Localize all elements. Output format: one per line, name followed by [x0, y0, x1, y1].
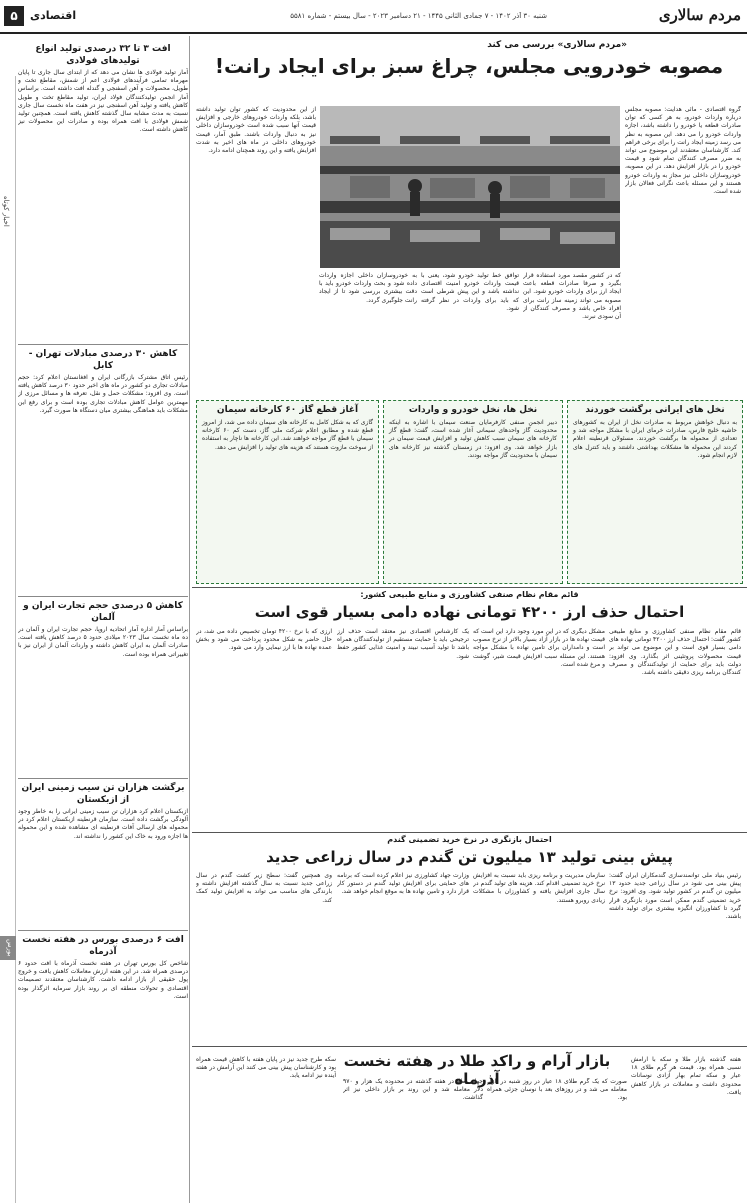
article-text: ارزی که با نرخ ۴۲۰۰ تومان تخصیص داده می شد، در حال حاضر به شکل محدود پرداخت می شود و بخش عمده نهاده ها با ارز نیمایی وارد می شود.	[196, 628, 332, 652]
sidebar-item-body: براساس آمار اداره آمار اتحادیه اروپا، حجم تجارت ایران و آلمان در ده ماه نخست سال ۲۰۲۳ میلادی حدود ۵ درصد کاهش یافته است. صادرات آلمان به ایران کاهش داشته و واردات آلمان از ایران نیز با تغییراتی همراه بوده است.	[18, 626, 188, 658]
article-text: به خودروسازان داخلی اجازه واردات داده شود و بحث واردات خودرو باید با دقت بیشتری بررسی شود تا از ایجاد رانت جلوگیری گردد.	[319, 272, 417, 304]
article-column	[337, 628, 469, 828]
news-box	[567, 400, 743, 584]
box-title: نخل ها، نخل خودرو و واردات	[408, 405, 538, 415]
box-body: به دنبال خواهش مربوط به صادرات نخل از ایران به کشورهای حاشیه خلیج فارس، صادرات خرمای ایران با مشکل مواجه شد و تعدادی از محموله ها برگشت خوردند. مسئولان قرنطینه اعلام کردند این محموله ها مشکلات بهداشتی داشتند و باید کنترل های لازم انجام شود.	[573, 419, 737, 459]
sidebar-item	[18, 596, 188, 776]
factory-illustration	[320, 106, 620, 268]
article-column	[337, 872, 469, 1042]
newspaper-logo: مردم سالاری	[658, 6, 741, 24]
box-body: گازی که به شکل کامل به کارخانه های سیمان داده می شد، از امروز قطع شده و مطابق اعلام شرکت ملی گاز، دست کم ۶۰ کارخانه سیمان با قطع گاز مواجه خواهند شد. این کارخانه ها ناچار به استفاده از سوخت مازوت هستند که هزینه های تولید را افزایش می دهد.	[202, 419, 373, 451]
section-divider	[192, 1046, 747, 1047]
section-divider	[192, 587, 747, 588]
article-text: وزارت جهاد کشاورزی نیز اعلام کرده است که برنامه های حمایتی برای افزایش تولید گندم در دستور کار قرار دارد و تامین نهاده ها به موقع انجام خواهد شد.	[337, 872, 469, 896]
sidebar-item-body: شاخص کل بورس تهران در هفته نخست آذرماه با افت حدود ۶ درصدی همراه شد. در این هفته ارزش معاملات کاهش یافت و خروج پول حقیقی از بازار ادامه داشت. کارشناسان معتقدند تصمیمات اقتصادی و تحولات منطقه ای بر روند بازار سرمایه اثرگذار بوده است.	[18, 960, 188, 1000]
sidebar-item-body: آمار تولید فولادی ها نشان می دهد که از ابتدای سال جاری تا پایان مهرماه تمامی فرآیندهای فولادی اعم از شمش، مقاطع تخت و طویل، محصولات و آهن اسفنجی و گندله افت داشته است. براساس آمار انجمن تولیدکنندگان فولاد ایران، تولید مقاطع تخت و طویل کاهش یافته و تولید آهن اسفنجی نیز در هفت ماه نخست سال جاری نسبت به مدت مشابه سال گذشته کاهش یافته است. همچنین تولید شمش فولادی با افت همراه بوده و صادرات این محصولات نیز کاهش داشته است.	[18, 69, 188, 134]
main-content	[192, 36, 747, 1203]
lead-column	[625, 106, 741, 396]
article-column	[609, 628, 741, 828]
sidebar-item-title: کاهش ۳۰ درصدی مبادلات تهران - کابل	[28, 349, 178, 371]
sidebar-item	[18, 344, 188, 594]
article-text: صورت که یک گرم طلای ۱۸ عیار در روز شنبه در بازار معامله می شد و در روزهای بعد با نوسان جزئی همراه بود.	[487, 1078, 627, 1102]
lead-headline: مصوبه خودرویی مجلس، چراغ سبز برای ایجاد رانت!	[214, 54, 724, 78]
third-kicker: احتمال بازنگری در نرخ خرید تضمینی گندم	[387, 835, 552, 844]
news-sidebar	[0, 36, 190, 1203]
lead-column	[319, 272, 417, 396]
page-number: ۵	[4, 6, 24, 26]
sidebar-item-title: افت ۳ تا ۳۲ درصدی تولید انواع تولیدهای فولادی	[35, 44, 171, 66]
article-text: جهانی طلا در هفته گذشته در محدوده یک هزار و ۹۷۰ دلار معامله شد و این روند بر بازار داخلی نیز اثر گذاشت.	[343, 1078, 483, 1102]
article-text: هفته گذشته بازار طلا و سکه با آرامش نسبی همراه بود. قیمت هر گرم طلای ۱۸ عیار و سکه تمام بهار آزادی نوسانات محدودی داشت و معاملات در بازار کاهش یافت.	[631, 1056, 741, 1096]
article-column	[196, 872, 332, 1042]
article-text: وی همچنین گفت: سطح زیر کشت گندم در سال زراعی جدید نسبت به سال گذشته افزایش داشته و بارندگی های مناسب می تواند به افزایش تولید کمک کند.	[196, 872, 332, 904]
article-column	[196, 628, 332, 828]
lead-kicker: «مردم سالاری» بررسی می کند	[487, 40, 627, 50]
section-title: اقتصادی	[30, 9, 77, 22]
sidebar-item-body: ازبکستان اعلام کرد هزاران تن سیب زمینی ایرانی را به خاطر وجود آلودگی برگشت داده است. سازمان قرنطینه ازبکستان اعلام کرد در محموله های ارسالی آفات قرنطینه ای مشاهده شده و این محموله ها اجازه ورود به خاک این کشور را نداشته اند.	[18, 808, 188, 840]
lead-column	[196, 106, 316, 396]
sidebar-item-title: افت ۶ درصدی بورس در هفته نخست آذرماه	[22, 935, 184, 957]
factory-photo	[320, 106, 620, 268]
article-text: گروه اقتصادی - مائی هدایت: مصوبه مجلس درباره واردات خودرو، به هر کسی که توان صادرات قطعه یا خودرو را داشته باشد، اجازه واردات خودرو را می دهد. این مصوبه به نظر می رسد زمینه ایجاد رانت را برای برخی فراهم کند. کارشناسان معتقدند این موضوع می تواند به ضرر مصرف کنندگان تمام شود و قیمت خودرو را در بازار افزایش دهد. در این مصوبه، خودروسازان داخلی نیز مجاز به واردات خودرو هستند و این مسئله باعث نگرانی فعالان بازار شده است.	[625, 106, 741, 196]
sidebar-item	[18, 40, 188, 340]
sidebar-item-title: کاهش ۵ درصدی حجم تجارت ایران و آلمان	[23, 601, 183, 623]
article-text: رئیس بنیاد ملی توانمندسازی گندمکاران ایران گفت: پیش بینی می شود در سال زراعی جدید حدود ۱۳ میلیون تن گندم در کشور تولید شود. وی افزود: نرخ خرید تضمینی گندم ممکن است مورد بازنگری قرار گیرد تا کشاورزان انگیزه بیشتری برای تولید داشته باشند.	[609, 872, 741, 921]
article-text: یک کارشناس اقتصادی نیز معتقد است حذف ارز ترجیحی باید با حمایت مستقیم از تولیدکنندگان همراه باشد تا تولید آسیب نبیند و امنیت غذایی کشور حفظ شود.	[337, 628, 469, 660]
fourth-headline: بازار آرام و راکد طلا در هفته نخست آذرماه	[343, 1052, 611, 1088]
box-title: آغاز قطع گاز ۶۰ کارخانه سیمان	[216, 405, 359, 415]
box-title: نخل های ایرانی برگشت خوردند	[585, 405, 725, 415]
article-column	[473, 628, 605, 828]
article-text: از این محدودیت که کشور توان تولید داشته باشد، بلکه واردات خودروهای خارجی و افزایش قیمت آنها سبب شده است خودروسازان داخلی نیز به دنبال واردات باشند. طبق آمار، قیمت خودروهای داخلی در ماه های اخیر به شدت افزایش یافته و این روند همچنان ادامه دارد.	[196, 106, 316, 155]
section-divider	[192, 832, 747, 833]
news-box	[196, 400, 379, 584]
sidebar-item-body: رئیس اتاق مشترک بازرگانی ایران و افغانستان اعلام کرد: حجم مبادلات تجاری دو کشور در ماه های اخیر حدود ۳۰ درصد کاهش یافته است. وی افزود: مشکلات حمل و نقل، تعرفه ها و مسائل مرزی از مهمترین عوامل کاهش مبادلات تجاری بوده است و برای رفع این مشکلات باید هماهنگی بیشتری میان دستگاه ها صورت گیرد.	[18, 374, 188, 414]
masthead	[0, 0, 747, 34]
bourse-label: بورس	[0, 936, 16, 960]
article-column	[631, 1056, 741, 1201]
article-column	[343, 1078, 483, 1201]
second-headline: احتمال حذف ارز ۴۲۰۰ تومانی نهاده دامی بسیار قوی است	[254, 603, 685, 621]
lead-column	[421, 272, 519, 396]
article-text: قائم مقام نظام صنفی کشاورزی و منابع طبیعی کشور گفت: احتمال حذف ارز ۴۲۰۰ تومانی نهاده های دامی بسیار قوی است و این موضوع می تواند بر قیمت محصولات پروتئینی اثر بگذارد. وی افزود: دولت باید برای حمایت از تولیدکنندگان و مصرف کنندگان برنامه ریزی دقیقی داشته باشد.	[609, 628, 741, 677]
article-column	[196, 1056, 336, 1201]
sidebar-item-title: برگشت هزاران تن سیب زمینی ایران از ازبکستان	[21, 783, 185, 805]
article-text: سازمان مدیریت و برنامه ریزی باید نسبت به افزایش نرخ خرید تضمینی اقدام کند. هزینه های تولید گندم در سال جاری افزایش یافته و کشاورزان با مشکلات زیادی روبرو هستند.	[473, 872, 605, 904]
sidebar-strip	[0, 76, 16, 1203]
sidebar-item	[18, 778, 188, 928]
news-box	[383, 400, 563, 584]
article-column	[609, 872, 741, 1042]
short-news-label: اخبار کوتاه	[2, 196, 10, 227]
sidebar-item	[18, 930, 188, 1200]
article-text: مشکل دیگری که در این مورد وجود دارد این است که قیمت نهاده ها در بازار آزاد بسیار بالاتر از نرخ مصوب است و دامداران برای تامین نهاده با مشکل مواجه هستند. این مسئله سبب افزایش قیمت شیر، گوشت و مرغ شده است.	[473, 628, 605, 668]
box-body: دبیر انجمن صنفی کارفرمایان صنعت سیمان با اشاره به اینکه محدودیت گاز واحدهای سیمانی آغاز شده است، گفت: قطع گاز کارخانه های سیمان سبب کاهش تولید و افزایش قیمت سیمان در بازار خواهد شد. وی افزود: در زمستان گذشته نیز کارخانه های سیمان با محدودیت گاز مواجه بودند.	[389, 419, 557, 459]
third-headline: پیش بینی تولید ۱۳ میلیون تن گندم در سال زراعی جدید	[266, 848, 673, 866]
article-column	[473, 872, 605, 1042]
article-text: که در کشور مقصد مورد استفاده قرار بگیرد و صرفا صادرات قطعه باعث ایجاد ارز برای واردات خودرو شود. این مصوبه می تواند زمینه ساز رانت برای افراد خاص باشد و مصرف کنندگان از آن سودی نبرند.	[523, 272, 621, 321]
article-text: سکه طرح جدید نیز در پایان هفته با کاهش قیمت همراه بود و کارشناسان پیش بینی می کنند این آرامش در هفته آینده نیز ادامه یابد.	[196, 1056, 336, 1080]
second-kicker: قائم مقام نظام صنفی کشاورزی و منابع طبیعی کشور:	[360, 590, 579, 599]
lead-column	[523, 272, 621, 396]
dateline: شنبه ۳۰ آذر ۱۴۰۲ - ۷ جمادی الثانی ۱۴۴۵ - ۲۱ دسامبر ۲۰۲۳ - سال بیستم - شماره ۵۵۸۱	[290, 12, 547, 20]
article-column	[487, 1078, 627, 1201]
article-text: توافق خط تولید خودرو شود، یعنی با قیمت واردات خودرو امنیت اقتصادی نداشته باشد و این پیش شرطی است که باید برای واردات در نظر گرفته شود.	[421, 272, 519, 312]
